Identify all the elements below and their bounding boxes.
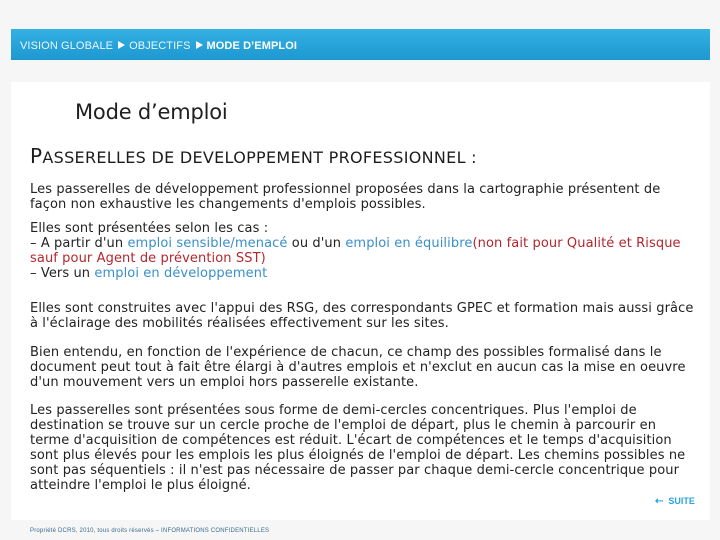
case-from-mid: ou d'un — [287, 236, 346, 251]
emploi-developpement-link: emploi en développement — [94, 266, 268, 281]
breadcrumb — [20, 38, 297, 54]
emploi-sensible-link: emploi sensible/menacé — [127, 236, 288, 251]
paragraph-cases — [30, 221, 695, 281]
case-to-prefix: – Vers un — [30, 266, 95, 281]
paragraph-construction: Elles sont construites avec l'appui des RSG, des correspondants GPEC et formation mais aussi grâce à l'éclairage des mobilités réalisées effectivement sur les sites. — [30, 301, 694, 331]
breadcrumb-item-vision-globale[interactable]: VISION GLOBALE — [20, 40, 114, 52]
page-title: Mode d’emploi — [75, 100, 228, 124]
paragraph-intro: Les passerelles de développement professionnel proposées dans la cartographie présentent de façon non exhaustive les changements d'emplois possibles. — [30, 182, 661, 212]
section-heading-text: ASSERELLES DE DEVELOPPEMENT PROFESSIONNEL : — [42, 148, 477, 167]
paragraph-extension: Bien entendu, en fonction de l'expérience de chacun, ce champ des possibles formalisé dans le document peut tout à fait être élargi à d'autres emplois et n'exclut en aucun cas la mise en oeuvre d'un mouvement vers un emploi hors passerelle existante. — [30, 345, 686, 390]
suite-button[interactable] — [655, 496, 695, 507]
suite-label: SUITE — [668, 496, 695, 506]
cases-intro: Elles sont présentées selon les cas : — [30, 221, 269, 236]
case-from-note: (non fait pour Qualité et Risque sauf pour Agent de prévention SST) — [30, 236, 681, 266]
section-heading-initial: P — [30, 144, 43, 168]
arrow-left-icon: ⇠ — [655, 496, 664, 507]
case-from — [30, 236, 695, 266]
breadcrumb-item-current: MODE D’EMPLOI — [206, 40, 298, 52]
case-from-prefix: – A partir d'un — [30, 236, 128, 251]
triangle-right-icon — [118, 41, 125, 49]
footer-copyright: Propriété DCRS, 2010, tous droits réservés – INFORMATIONS CONFIDENTIELLES — [30, 528, 270, 534]
section-heading — [30, 144, 477, 168]
case-to — [30, 266, 695, 281]
triangle-right-icon — [196, 41, 203, 49]
emploi-equilibre-link: emploi en équilibre — [345, 236, 473, 251]
breadcrumb-item-objectifs[interactable]: OBJECTIFS — [129, 40, 191, 52]
paragraph-demi-cercles: Les passerelles sont présentées sous forme de demi-cercles concentriques. Plus l'emploi de destination se trouve sur un cercle proche de l'emploi de départ, plus le chemin à parcourir en terme d'acquisition de compétences est réduit. L'écart de compétences et le temps d'acquisition sont plus élevés pour les emplois les plus éloignés de l'emploi de départ. Les chemins possibles ne sont pas séquentiels : il n'est pas nécessaire de passer par chaque demi-cercle concentrique pour atteindre l'emploi le plus éloigné. — [30, 403, 686, 493]
